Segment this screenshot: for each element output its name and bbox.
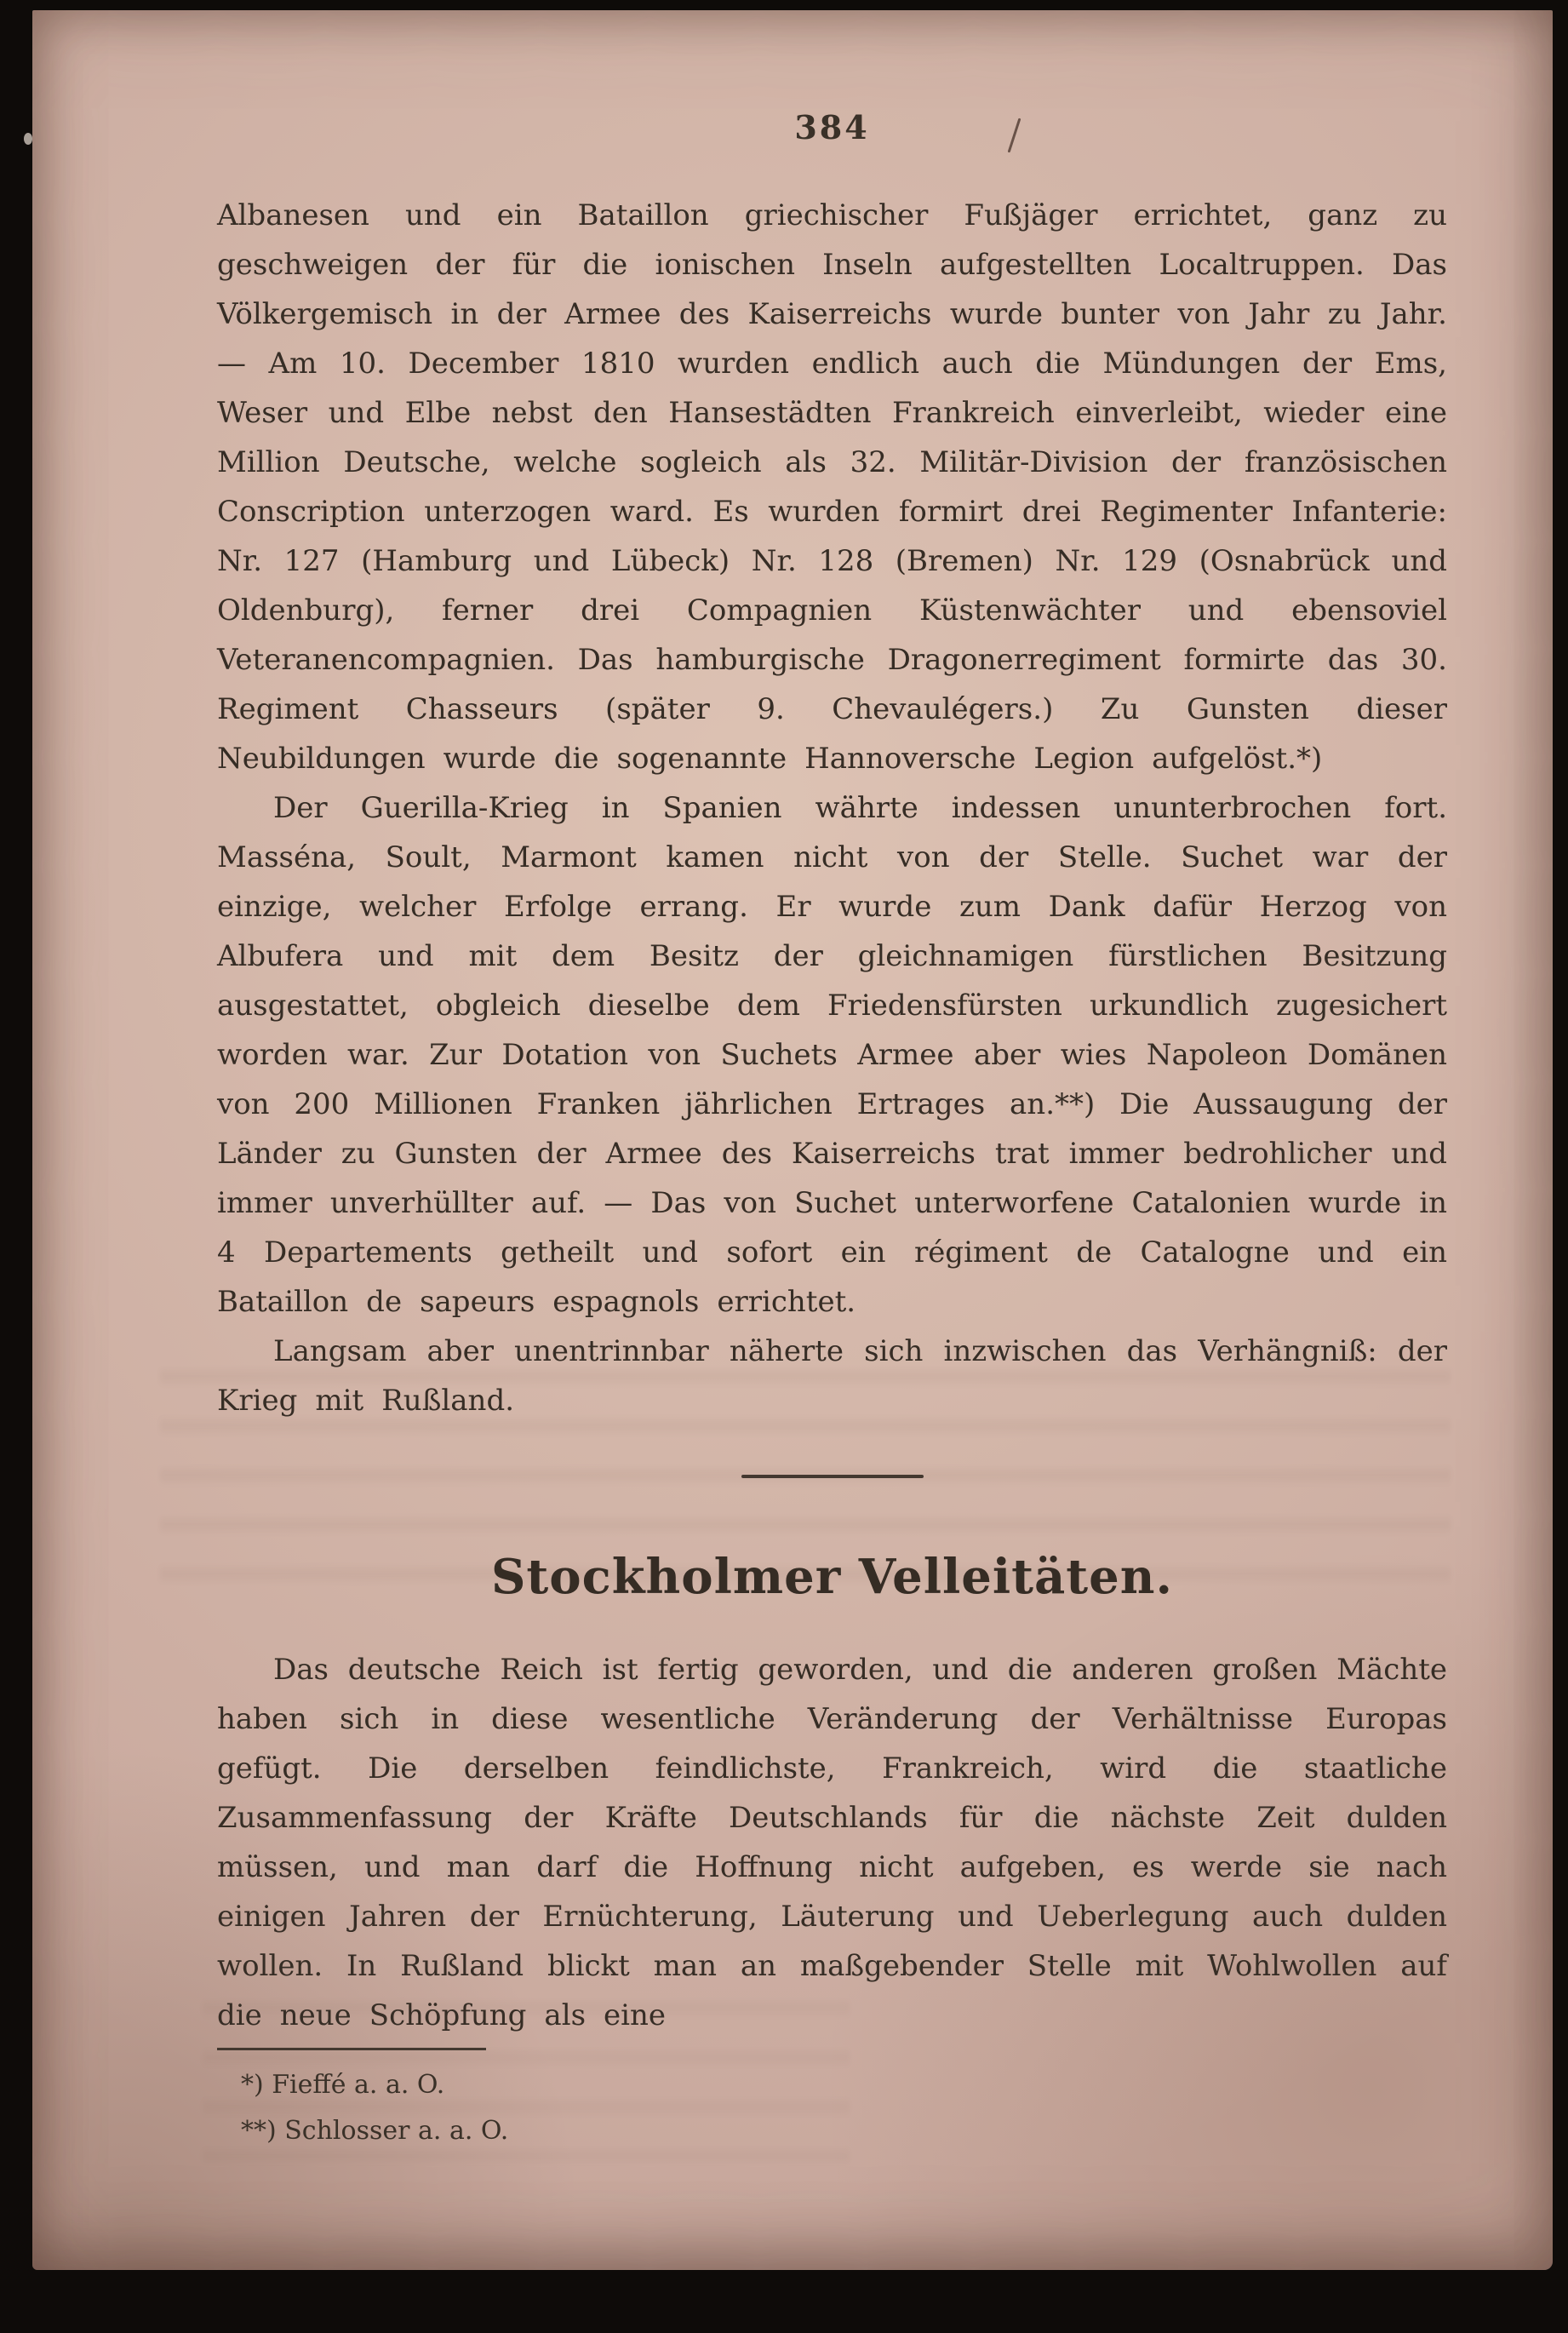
body-paragraph: Albanesen und ein Bataillon griechischer Fußjäger errichtet, ganz zu geschweigen der für die ionischen Inseln aufgestellten Localtruppen. Das Völkergemisch in der Armee des Kaiserreichs wurde bunter von Jahr zu Jahr. — Am 10. December 1810 wurden endlich auch die Mündungen der Ems, Weser und Elbe nebst den Hansestädten Frankreich einverleibt, wieder eine Million Deutsche, welche sogleich als 32. Militär-Division der französischen Conscription unterzogen ward. Es wurden formirt drei Regimenter Infanterie: Nr. 127 (Hamburg und Lübeck) Nr. 128 (Bremen) Nr. 129 (Osnabrück und Oldenburg), ferner drei Compagnien Küstenwächter und ebensoviel Veteranencompagnien. Das hamburgische Dragonerregiment formirte das 30. Regiment Chasseurs (später 9. Chevaulégers.) Zu Gunsten dieser Neubildungen wurde die sogenannte Hannoversche Legion aufgelöst.*) (217, 198, 1447, 776)
section-divider-rule (741, 1475, 924, 1478)
footnote-area (217, 2048, 762, 2154)
footnote: **) Schlosser a. a. O. (241, 2116, 509, 2146)
page-number: 384 (794, 108, 870, 146)
new-article (217, 1645, 1447, 2040)
body-paragraph: Das deutsche Reich ist fertig geworden, und die anderen großen Mächte haben sich in diese wesentliche Veränderung der Verhältnisse Europas gefügt. Die derselben feindlichste, Frankreich, wird die staatliche Zusammenfassung der Kräfte Deutschlands für die nächste Zeit dulden müssen, und man darf die Hoffnung nicht aufgeben, es werde sie nach einigen Jahren der Ernüchterung, Läuterung und Ueberlegung auch dulden wollen. In Rußland blickt man an maßgebender Stelle mit Wohlwollen auf die neue Schöpfung als eine (217, 1653, 1447, 2032)
footnote-rule (217, 2048, 486, 2050)
body-paragraph: Langsam aber unentrinnbar näherte sich inzwischen das Verhängniß: der Krieg mit Rußland. (217, 1334, 1447, 1418)
continued-article (217, 191, 1447, 1425)
footnote: *) Fieffé a. a. O. (241, 2070, 445, 2100)
scan-artifact-speck (24, 133, 32, 145)
page-content (217, 10, 1447, 2040)
article-heading: Stockholmer Velleitäten. (490, 1549, 1174, 1605)
book-page (32, 10, 1553, 2270)
body-paragraph: Der Guerilla-Krieg in Spanien währte indessen ununterbrochen fort. Masséna, Soult, Marmont kamen nicht von der Stelle. Suchet war der einzige, welcher Erfolge errang. Er wurde zum Dank dafür Herzog von Albufera und mit dem Besitz der gleichnamigen fürstlichen Besitzung ausgestattet, obgleich dieselbe dem Friedensfürsten urkundlich zugesichert worden war. Zur Dotation von Suchets Armee aber wies Napoleon Domänen von 200 Millionen Franken jährlichen Ertrages an.**) Die Aussaugung der Länder zu Gunsten der Armee des Kaiserreichs trat immer bedrohlicher und immer unverhüllter auf. — Das von Suchet unterworfene Catalonien wurde in 4 Departements getheilt und sofort ein régiment de Catalogne und ein Bataillon de sapeurs espagnols errichtet. (217, 791, 1447, 1319)
